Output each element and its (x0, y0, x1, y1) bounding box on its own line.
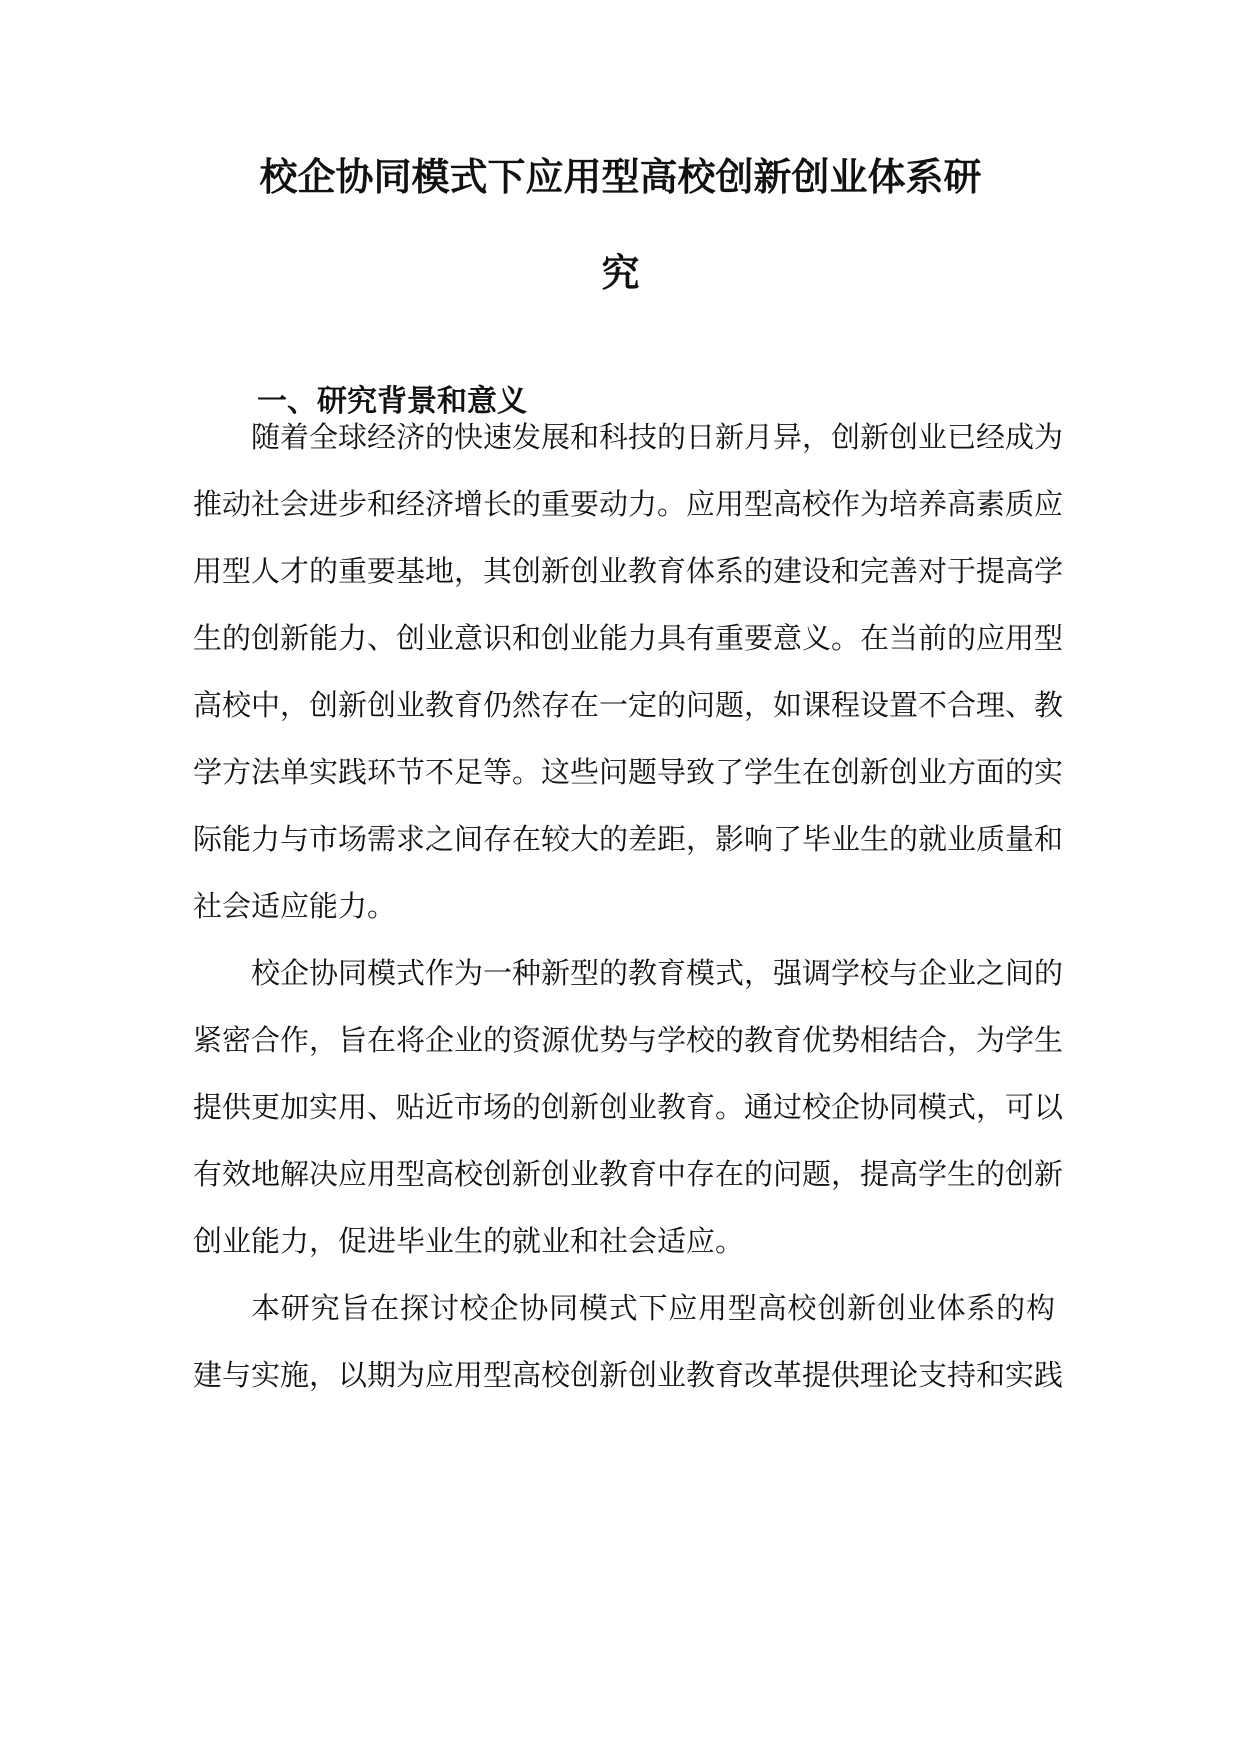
paragraph-1-line: 推动社会进步和经济增长的重要动力。应用型高校作为培养高素质应 (193, 487, 1064, 521)
paragraph-1-line: 际能力与市场需求之间存在较大的差距，影响了毕业生的就业质量和 (193, 822, 1064, 856)
document-title-line-2: 究 (601, 251, 640, 295)
paragraph-2-line: 创业能力，促进毕业生的就业和社会适应。 (193, 1224, 745, 1258)
paragraph-2-line: 校企协同模式作为一种新型的教育模式，强调学校与企业之间的 (251, 956, 1064, 990)
paragraph-1-line: 用型人才的重要基地，其创新创业教育体系的建设和完善对于提高学 (193, 554, 1064, 588)
paragraph-3-line: 建与实施，以期为应用型高校创新创业教育改革提供理论支持和实践 (193, 1358, 1064, 1392)
paragraph-1-line: 随着全球经济的快速发展和科技的日新月异，创新创业已经成为 (251, 420, 1064, 454)
document-title-line-1: 校企协同模式下应用型高校创新创业体系研 (259, 155, 982, 199)
paragraph-1-line: 生的创新能力、创业意识和创业能力具有重要意义。在当前的应用型 (193, 621, 1064, 655)
paragraph-1-line: 高校中，创新创业教育仍然存在一定的问题，如课程设置不合理、教 (193, 688, 1064, 722)
paragraph-2-line: 提供更加实用、贴近市场的创新创业教育。通过校企协同模式，可以 (193, 1090, 1064, 1124)
paragraph-3-line: 本研究旨在探讨校企协同模式下应用型高校创新创业体系的构 (251, 1291, 1055, 1325)
paragraph-1-line: 社会适应能力。 (193, 889, 397, 923)
paragraph-2-line: 紧密合作，旨在将企业的资源优势与学校的教育优势相结合，为学生 (193, 1023, 1064, 1057)
section-heading: 一、研究背景和意义 (257, 384, 527, 419)
paragraph-2-line: 有效地解决应用型高校创新创业教育中存在的问题，提高学生的创新 (193, 1157, 1064, 1191)
paragraph-1-line: 学方法单实践环节不足等。这些问题导致了学生在创新创业方面的实 (193, 755, 1064, 789)
